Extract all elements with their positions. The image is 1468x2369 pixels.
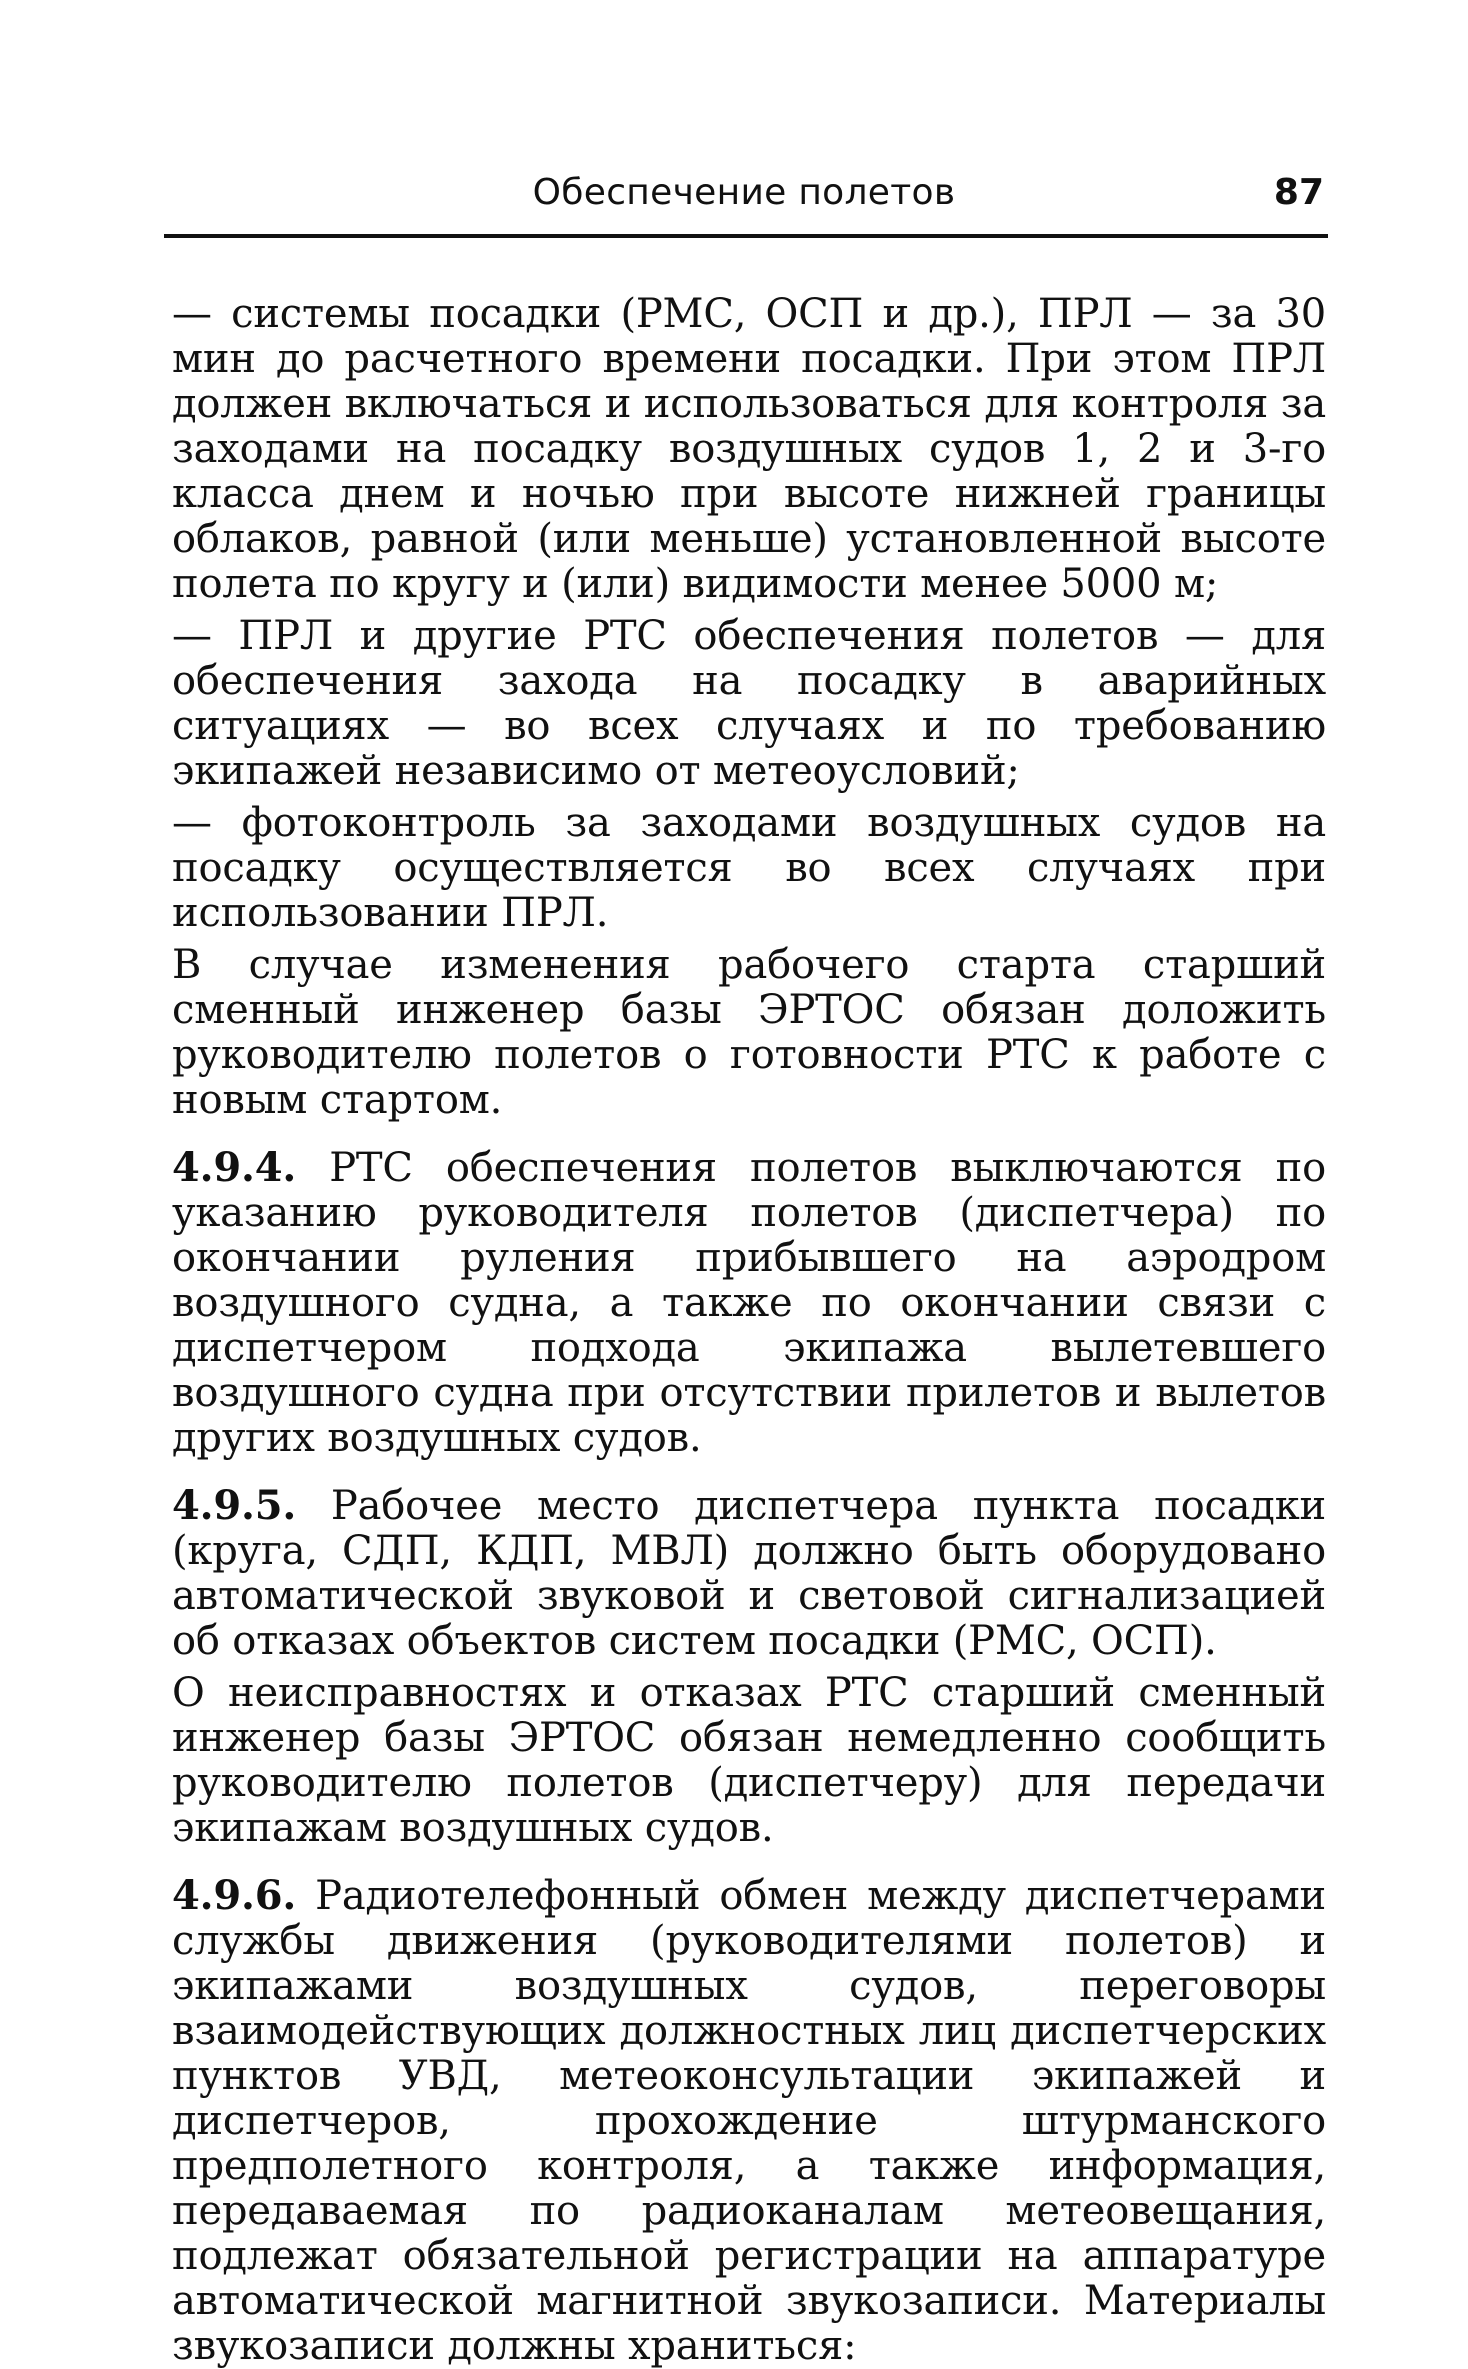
paragraph-faults-report	[172, 1671, 1326, 1851]
paragraph-prl-emergency	[172, 614, 1326, 794]
section-number: 4.9.5.	[172, 1482, 297, 1529]
paragraph-start-change	[172, 943, 1326, 1123]
running-header-title: Обеспечение полетов	[532, 172, 956, 213]
paragraph-text: Радиотелефонный обмен между диспетчерами службы движения (руководителями полетов) и экипажами воздушных судов, переговоры взаимодействующих должностных лиц диспетчерских пунктов УВД, метеоконсультации экипажей и диспетчеров, прохождение штурманского предполетного контроля, а также информация, передаваемая по радиоканалам метеовещания, подлежат обязательной регистрации на аппаратуре автоматической магнитной звукозаписи. Материалы звукозаписи должны храниться:	[172, 1873, 1326, 2369]
header-rule	[164, 234, 1328, 238]
running-header	[164, 168, 1324, 228]
section-4-9-4	[172, 1145, 1326, 1461]
paragraph-text: РТС обеспечения полетов выключаются по указанию руководителя полетов (диспетчера) по окончании руления прибывшего на аэродром воздушного судна, а также по окончании связи с диспетчером подхода экипажа вылетевшего воздушного судна при отсутствии прилетов и вылетов других воздушных судов.	[172, 1145, 1326, 1461]
page-number: 87	[1273, 172, 1324, 213]
paragraph-text: О неисправностях и отказах РТС старший сменный инженер базы ЭРТОС обязан немедленно сообщить руководителю полетов (диспетчеру) для передачи экипажам воздушных судов.	[172, 1670, 1326, 1851]
paragraph-text: В случае изменения рабочего старта старший сменный инженер базы ЭРТОС обязан доложить руководителю полетов о готовности РТС к работе с новым стартом.	[172, 942, 1326, 1123]
paragraph-text: Рабочее место диспетчера пункта посадки (круга, СДП, КДП, МВЛ) должно быть оборудовано автоматической звуковой и световой сигнализацией об отказах объектов систем посадки (РМС, ОСП).	[172, 1483, 1326, 1664]
section-4-9-5	[172, 1483, 1326, 1664]
section-number: 4.9.6.	[172, 1872, 297, 1919]
paragraph-text: — системы посадки (РМС, ОСП и др.), ПРЛ — за 30 мин до расчетного времени посадки. При этом ПРЛ должен включаться и использоваться для контроля за заходами на посадку воздушных судов 1, 2 и 3-го класса днем и ночью при высоте нижней границы облаков, равной (или меньше) установленной высоте полета по кругу и (или) видимости менее 5000 м;	[172, 291, 1326, 607]
paragraph-text: — ПРЛ и другие РТС обеспечения полетов — для обеспечения захода на посадку в аварийных ситуациях — во всех случаях и по требованию экипажей независимо от метеоусловий;	[172, 613, 1326, 794]
section-number: 4.9.4.	[172, 1144, 297, 1191]
paragraph-text: — фотоконтроль за заходами воздушных судов на посадку осуществляется во всех случаях при использовании ПРЛ.	[172, 800, 1326, 936]
body-text	[172, 292, 1326, 2369]
section-4-9-6	[172, 1873, 1326, 2369]
paragraph-photo-control	[172, 801, 1326, 936]
paragraph-landing-systems	[172, 292, 1326, 607]
